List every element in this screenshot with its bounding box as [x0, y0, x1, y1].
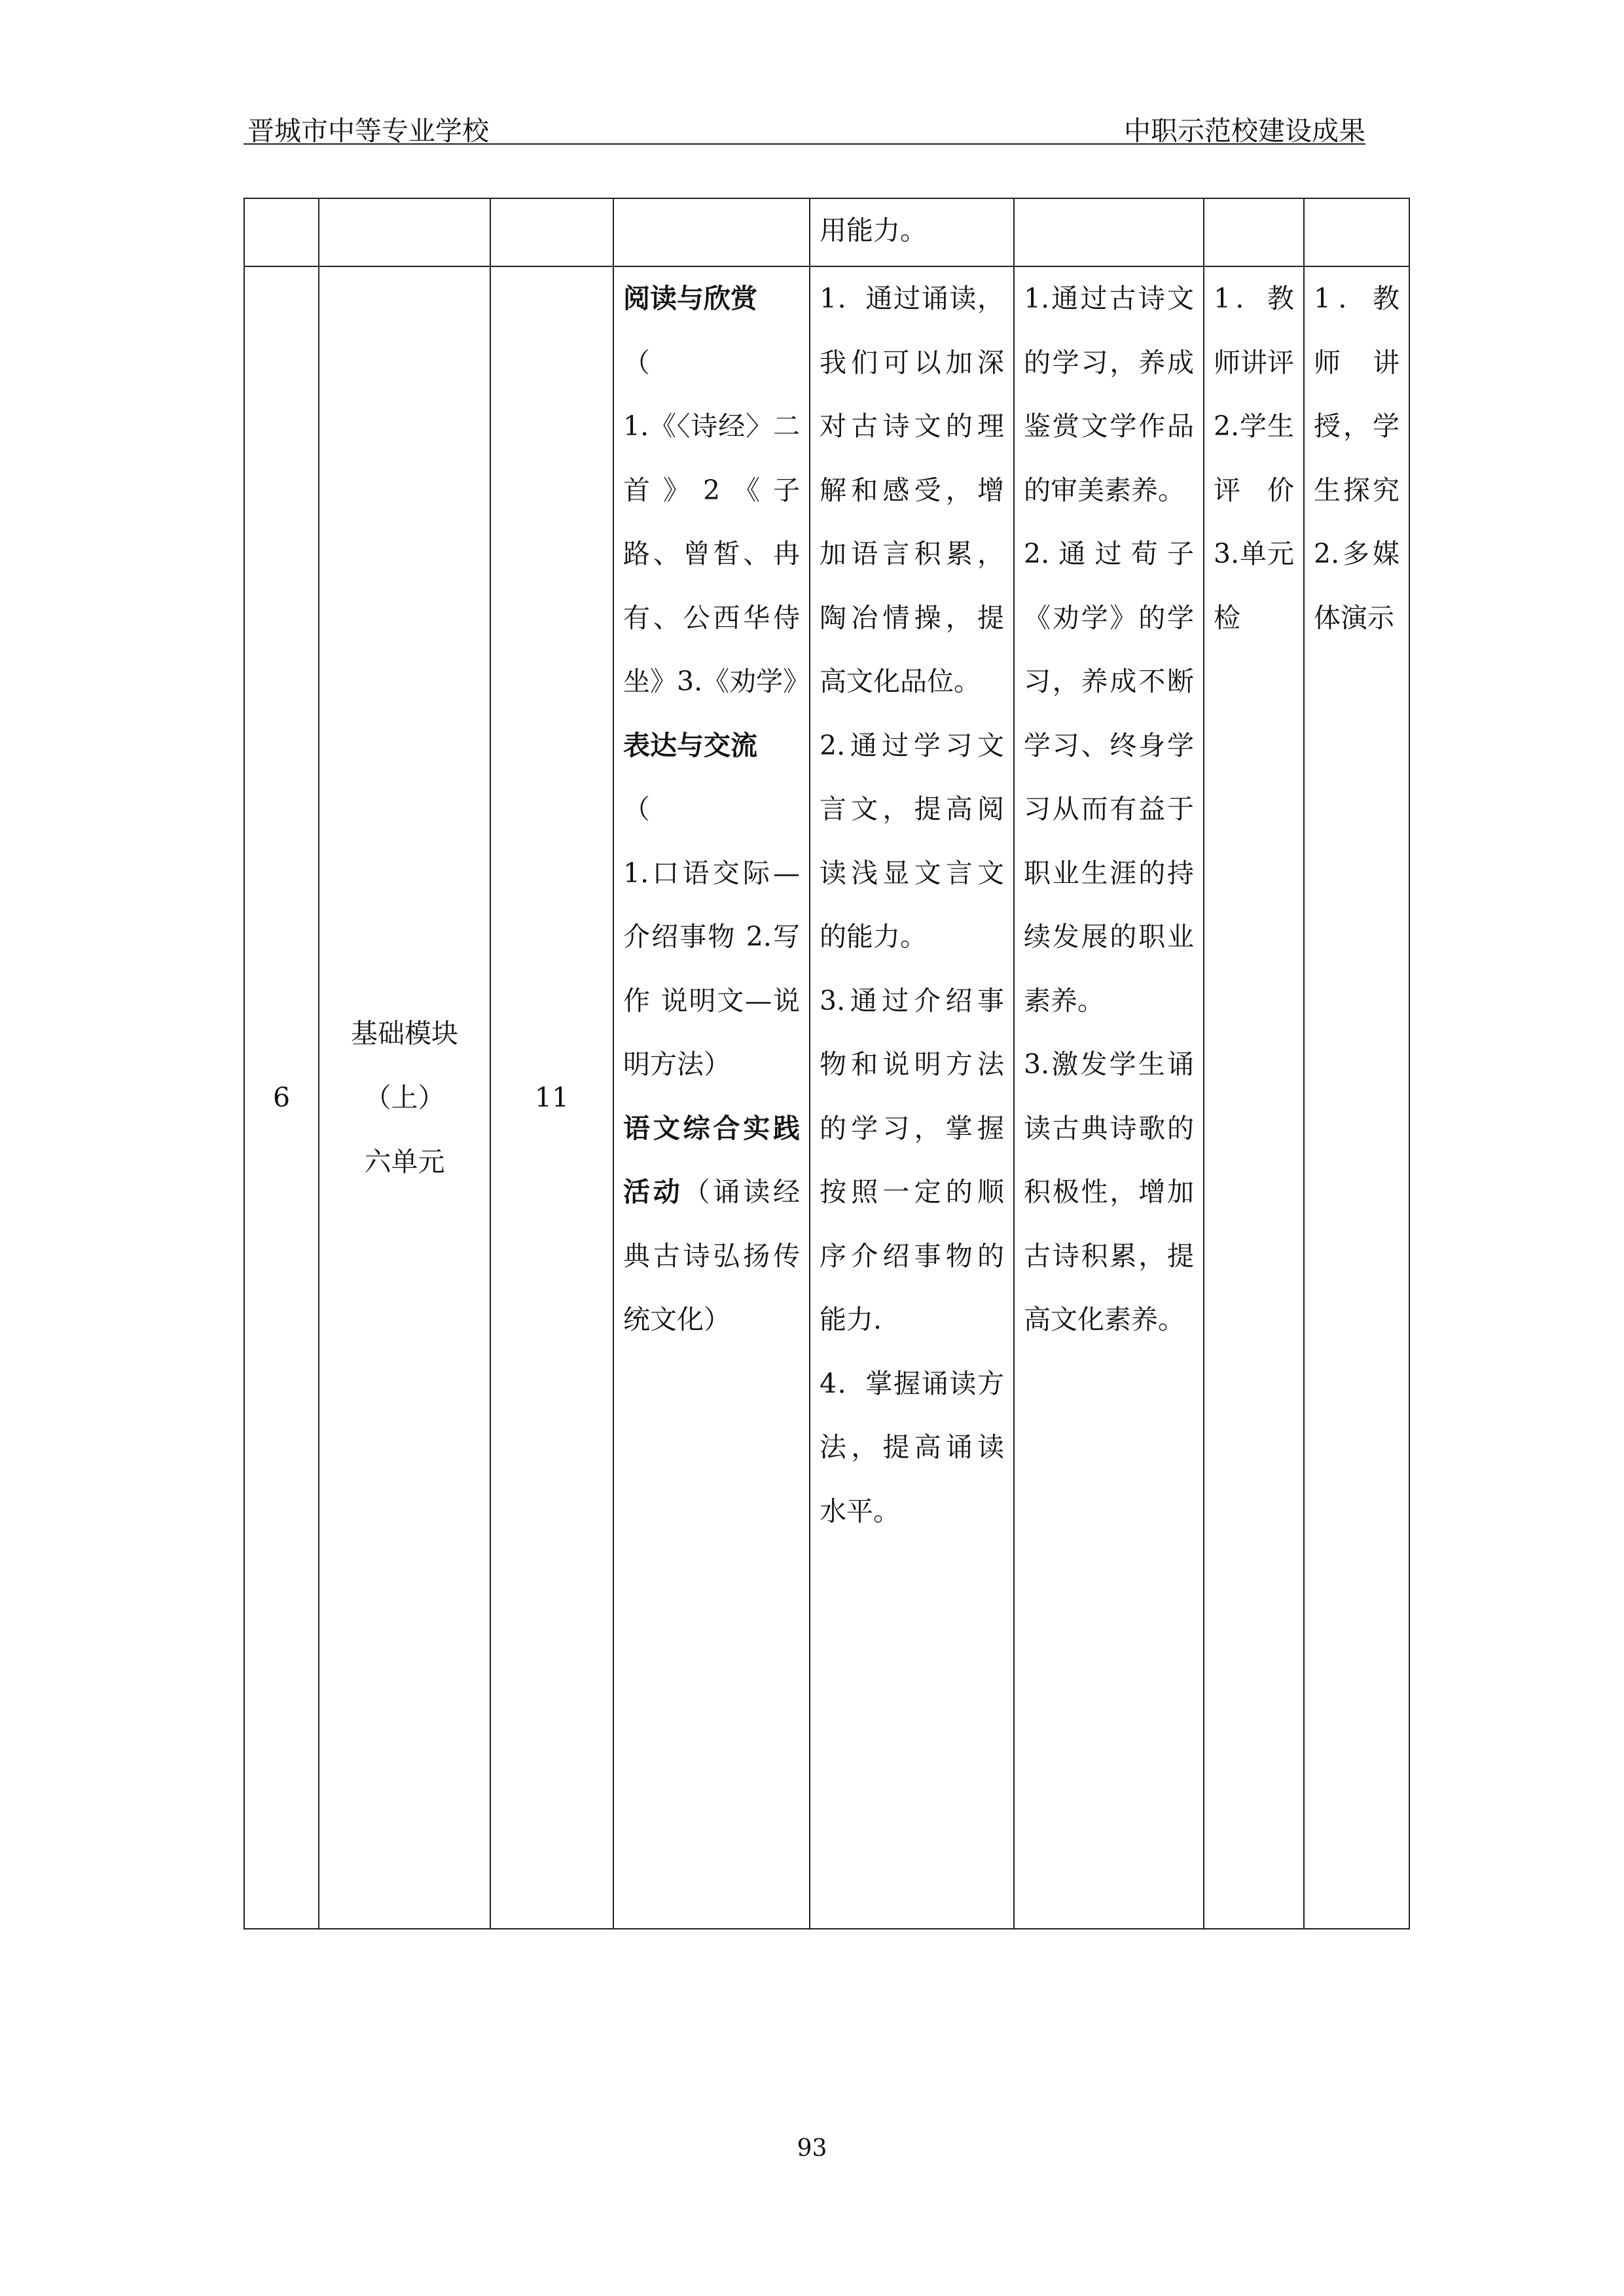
header-school-name: 晋城市中等专业学校 [247, 115, 489, 147]
cell-empty [490, 198, 613, 266]
cell-empty [1014, 198, 1204, 266]
cell-methods: 1．教师讲授，学生探究 2.多媒体演示 [1304, 266, 1409, 1929]
module-line: 基础模块 [351, 1018, 458, 1049]
cell-hours [490, 266, 613, 1929]
content-paren: （ [623, 346, 650, 378]
cell-empty [1304, 198, 1409, 266]
unit-number: 6 [272, 1081, 291, 1113]
goal-item: 2.通过学习文言文，提高阅读浅显文言文的能力。 [820, 729, 1004, 952]
module-line: 六单元 [364, 1146, 445, 1177]
content-heading-practice: 语文综合实践活动 [623, 1112, 800, 1208]
cell-content [613, 266, 810, 1929]
cell-empty [244, 198, 319, 266]
cell-module [319, 266, 490, 1929]
goal-item: 1．通过诵读，我们可以加深对古诗文的理解和感受，增加语言积累，陶冶情操，提高文化品位。 [820, 283, 1004, 697]
curriculum-table [244, 198, 1410, 1929]
cell-goals-continued: 用能力。 [810, 198, 1014, 266]
table-row-unit-6 [244, 266, 1409, 1929]
cell-number [244, 266, 319, 1929]
content-paren: （ [623, 793, 650, 825]
goal-item: 4．掌握诵读方法，提高诵读水平。 [820, 1367, 1004, 1527]
header-rule [244, 143, 1365, 145]
hours-value: 11 [534, 1081, 569, 1113]
quality-item: 3.激发学生诵读古典诗歌的积极性，增加古诗积累，提高文化素养。 [1024, 1049, 1194, 1335]
quality-item: 2.通过荀子《劝学》的学习，养成不断学习、终身学习从而有益于职业生涯的持续发展的职业素养。 [1024, 538, 1194, 1016]
module-line: （上） [364, 1082, 445, 1113]
cell-empty [319, 198, 490, 266]
content-expression-items: 1.口语交际—介绍事物 2.写作 说明文—说明方法） [623, 857, 800, 1080]
content-heading-reading: 阅读与欣赏 [623, 283, 757, 314]
cell-quality [1014, 266, 1204, 1929]
cell-evaluation: 1．教师讲评 2.学生评价 3.单元检 [1204, 266, 1304, 1929]
content-reading-texts: 1.《〈诗经〉二首》2《子路、曾皙、冉有、公西华侍坐》3.《劝学》 [623, 410, 810, 697]
content-practice-detail: （诵读经典古诗弘扬传统文化） [623, 1176, 801, 1335]
page-number: 93 [797, 2135, 827, 2162]
quality-item: 1.通过古诗文的学习，养成鉴赏文学作品的审美素养。 [1024, 283, 1194, 506]
cell-goals [810, 266, 1014, 1929]
content-heading-expression: 表达与交流 [623, 729, 757, 761]
table-row-continued [244, 198, 1409, 266]
header-document-title: 中职示范校建设成果 [1124, 115, 1365, 147]
cell-empty [1204, 198, 1304, 266]
goal-item: 3.通过介绍事物和说明方法的学习，掌握按照一定的顺序介绍事物的能力. [820, 984, 1004, 1335]
cell-empty [613, 198, 810, 266]
